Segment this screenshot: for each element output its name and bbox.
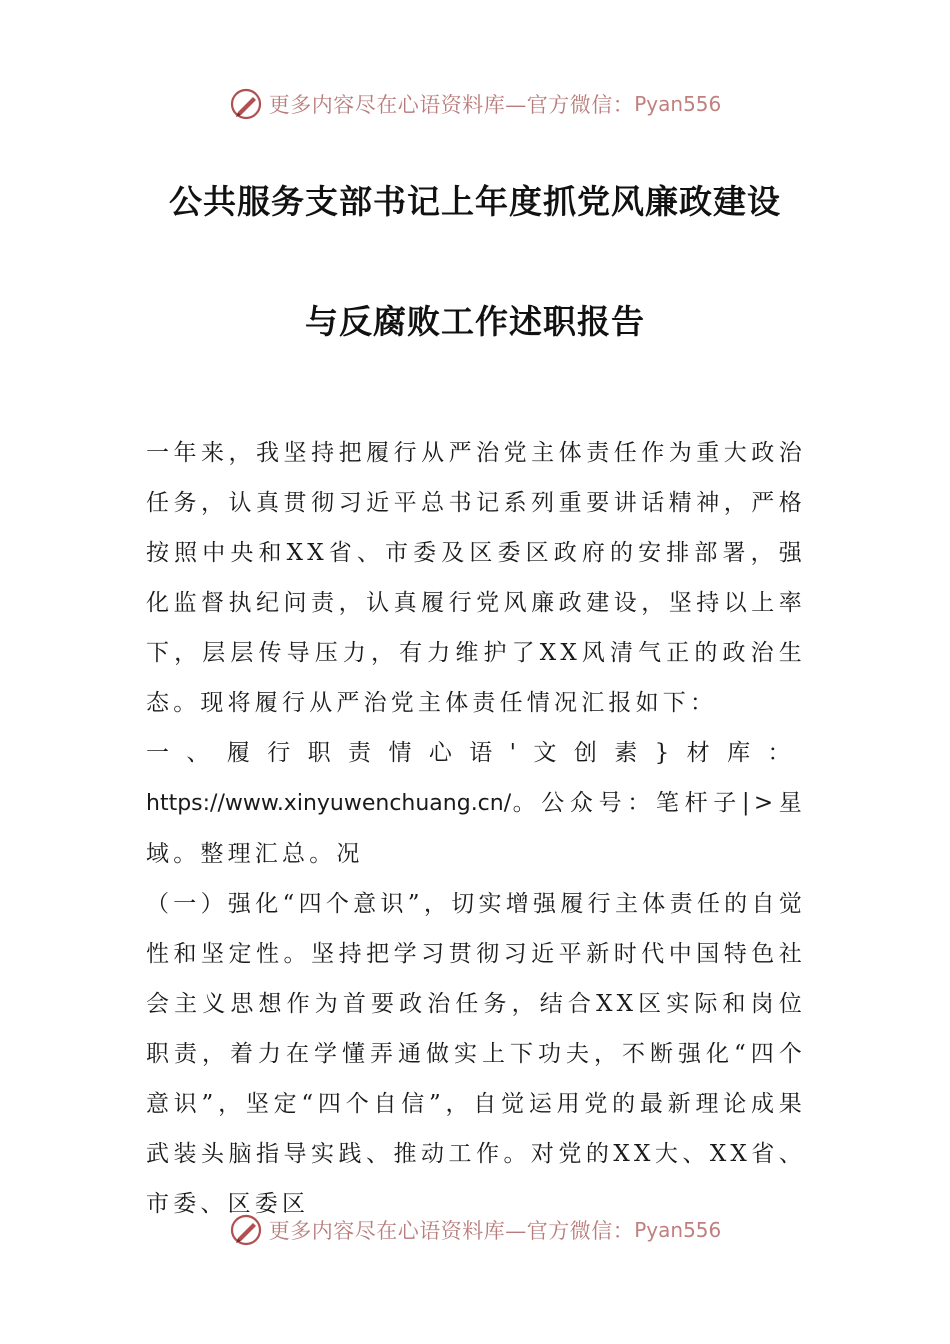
- pen-logo-icon: [229, 1213, 263, 1247]
- section-1-heading: [146, 728, 806, 879]
- banner-text: 更多内容尽在心语资料库—官方微信：: [268, 93, 635, 117]
- banner-text: 更多内容尽在心语资料库—官方微信：: [268, 1219, 635, 1243]
- document-title-line-2: 与反腐败工作述职报告: [305, 302, 645, 341]
- banner-wechat-id: Pyan556: [634, 92, 722, 116]
- document-body: [146, 428, 806, 1229]
- section-1-url[interactable]: https://www.xinyuwenchuang.cn/: [146, 791, 512, 816]
- intro-paragraph: 一年来，我坚持把履行从严治党主体责任作为重大政治任务，认真贯彻习近平总书记系列重要讲话精神，严格按照中央和XX省、市委及区委区政府的安排部署，强化监督执纪问责，认真履行党风廉政建设，坚持以上率下，层层传导压力，有力维护了XX风清气正的政治生态。现将履行从严治党主体责任情况汇报如下：: [146, 440, 806, 716]
- footer-watermark-banner: [0, 1210, 950, 1250]
- header-watermark-banner: [0, 84, 950, 124]
- section-1-heading-text: 一、履行职责情心语'文创素}材库：: [146, 740, 806, 766]
- banner-wechat-id: Pyan556: [634, 1218, 722, 1242]
- pen-logo-icon: [229, 87, 263, 121]
- subsection-1-paragraph: （一）强化“四个意识”，切实增强履行主体责任的自觉性和坚定性。坚持把学习贯彻习近平新时代中国特色社会主义思想作为首要政治任务，结合XX区实际和岗位职责，着力在学懂弄通做实上下功夫，不断强化“四个意识”，坚定“四个自信”，自觉运用党的最新理论成果武装头脑指导实践、推动工作。对党的XX大、XX省、市委、区委区: [146, 891, 806, 1217]
- section-1-tail: 。公众号：笔杆子|>星域。整理汇总。况: [146, 790, 806, 867]
- document-title-line-1: 公共服务支部书记上年度抓党风廉政建设: [169, 182, 781, 221]
